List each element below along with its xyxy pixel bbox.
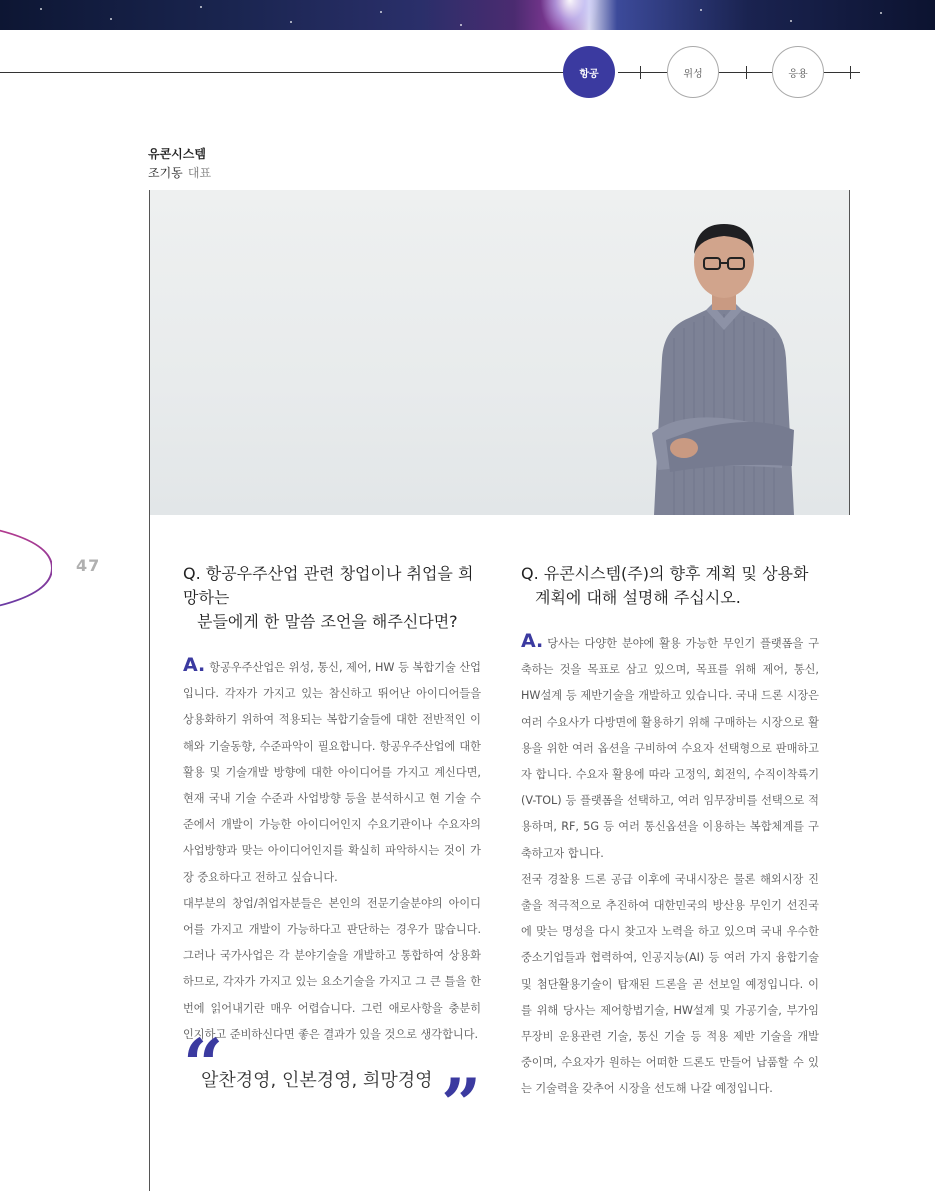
answer-left-paragraph-1: 항공우주산업은 위성, 통신, 제어, HW 등 복합기술 산업입니다. 각자가 가지고 있는 참신하고 뛰어난 아이디어들을 상용화하기 위하여 적용되는 복합기술들에 대한 전반적인 이해와 기술동향, 수준파악이 필요합니다. 항공우주산업에 대한 활용 및 기술개발 방향에 대한 아이디어를 가지고 계신다면, 현재 국내 기술 수준과 사업방향 등을 분석하시고 현 기술 수준에서 개발이 가능한 아이디어인지 수요기관이나 수요자의 사업방향과 맞는 아이디어인지를 확실히 파악하시는 것이 가장 중요하다고 전하고 싶습니다.	[183, 661, 481, 884]
answer-right-paragraph-2: 전국 경찰용 드론 공급 이후에 국내시장은 물론 해외시장 진출을 적극적으로 추진하여 대한민국의 방산용 무인기 선진국에 맞는 명성을 다시 찾고자 노력을 하고 있으며 국내 우수한 중소기업들과 협력하여, 인공지능(AI) 등 여러 가지 융합기술 및 첨단활용기술이 탑재된 드론을 곧 선보일 예정입니다. 이를 위해 당사는 제어항법기술, HW설계 및 가공기술, 부가임무장비 운용관련 기술, 통신 기술 등 적용 제반 기술을 개발 중이며, 수요자가 원하는 어떠한 드론도 만들어 납품할 수 있는 기술력을 갖추어 시장을 선도해 나갈 예정입니다.	[521, 872, 819, 1096]
portrait-photo	[150, 190, 849, 515]
header-rule-left	[0, 72, 566, 73]
page-arc-decoration	[0, 512, 52, 624]
pull-quote	[183, 1023, 483, 1146]
question-right-line2: 계획에 대해 설명해 주십시오.	[535, 588, 741, 607]
nav-tab-application[interactable]: 응용	[772, 46, 824, 98]
nav-divider	[746, 66, 747, 79]
author-block	[148, 146, 211, 182]
banner-glow	[540, 0, 600, 30]
page-number: 47	[76, 556, 101, 575]
right-column	[521, 562, 819, 1103]
answer-mark: A.	[183, 654, 206, 676]
answer-right	[521, 628, 819, 1103]
author-company: 유콘시스템	[148, 147, 206, 161]
quote-open-icon: “	[183, 1023, 224, 1106]
question-left	[183, 562, 481, 634]
question-right-line1: Q. 유콘시스템(주)의 향후 계획 및 상용화	[521, 564, 809, 583]
answer-right-paragraph-1: 당사는 다양한 분야에 활용 가능한 무인기 플랫폼을 구축하는 것을 목표로 삼고 있으며, 목표를 위해 제어, 통신, HW설계 등 제반기술을 개발하고 있습니다. 국내 드론 시장은 여러 수요사가 다방면에 활용하기 위해 구매하는 시장으로 활용을 위한 여러 옵션을 구비하여 수요자 선택형으로 판매하고자 합니다. 수요자 활용에 따라 고정익, 회전익, 수직이착륙기(V-TOL) 등 플랫폼을 선택하고, 여러 임무장비를 선택으로 적용하며, RF, 5G 등 여러 통신옵션을 이용하는 복합체계를 구축하고자 합니다.	[521, 637, 819, 860]
author-role: 대표	[187, 166, 212, 180]
answer-left	[183, 652, 481, 1048]
frame-line-right	[849, 190, 850, 515]
header-banner	[0, 0, 935, 30]
answer-mark: A.	[521, 630, 544, 652]
quote-text: 알찬경영, 인본경영, 희망경영	[201, 1070, 433, 1091]
nav-tab-aviation[interactable]: 항공	[563, 46, 615, 98]
quote-close-icon: ”	[441, 1063, 482, 1146]
question-right	[521, 562, 819, 610]
person-illustration	[644, 218, 804, 515]
left-column	[183, 562, 481, 1048]
question-left-line1: Q. 항공우주산업 관련 창업이나 취업을 희망하는	[183, 564, 474, 607]
nav-divider	[640, 66, 641, 79]
author-name: 조기동	[148, 166, 183, 180]
question-left-line2: 분들에게 한 말씀 조언을 해주신다면?	[197, 612, 458, 631]
nav-divider	[850, 66, 851, 79]
nav-tab-satellite[interactable]: 위성	[667, 46, 719, 98]
answer-left-paragraph-2: 대부분의 창업/취업자분들은 본인의 전문기술분야의 아이디어를 가지고 개발이 가능하다고 판단하는 경우가 많습니다. 그러나 국가사업은 각 분야기술을 개발하고 통합하여 상용화하므로, 각자가 가지고 있는 요소기술을 가지고 그 큰 틀을 한 번에 읽어내기란 매우 어렵습니다. 그런 애로사항을 충분히 인지하고 준비하신다면 좋은 결과가 있을 것으로 생각합니다.	[183, 896, 481, 1041]
